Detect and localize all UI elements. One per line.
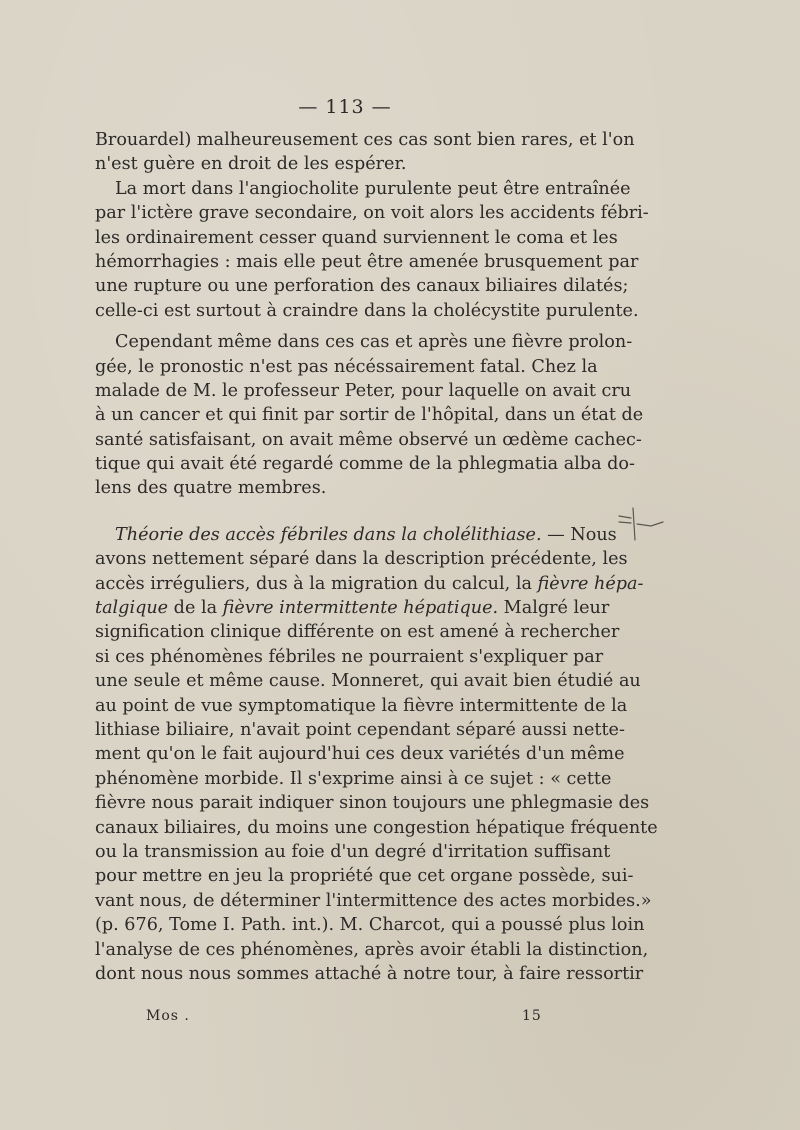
text-line: si ces phénomènes fébriles ne pourraient s'expliquer par bbox=[95, 646, 604, 667]
text-line: lens des quatre membres. bbox=[95, 478, 327, 499]
text-line: l'analyse de ces phénomènes, après avoir établi la distinction, bbox=[95, 939, 649, 960]
text-line: une rupture ou une perforation des canaux biliaires dilatés; bbox=[95, 276, 629, 297]
text-line: fièvre nous parait indiquer sinon toujours une phlegmasie des bbox=[95, 793, 650, 814]
text-line: avons nettement séparé dans la description précédente, les bbox=[95, 549, 628, 570]
text-line: Brouardel) malheureusement ces cas sont bien rares, et l'on bbox=[95, 130, 635, 150]
text-fragment: de la bbox=[168, 598, 223, 619]
text-fragment: — Nous bbox=[541, 524, 617, 545]
text-line: n'est guère en droit de les espérer. bbox=[95, 154, 407, 175]
text-line bbox=[95, 572, 644, 596]
text-line: celle-ci est surtout à craindre dans la cholécystite purulente. bbox=[95, 300, 639, 321]
text-fragment: accès irréguliers, dus à la migration du calcul, la bbox=[95, 573, 538, 594]
text-line: (p. 676, Tome I. Path. int.). M. Charcot, qui a poussé plus loin bbox=[95, 915, 645, 936]
text-line: santé satisfaisant, on avait même observé un œdème cachec- bbox=[95, 429, 642, 450]
emphasis-term: talgique bbox=[95, 598, 169, 619]
text-fragment: . Malgré leur bbox=[492, 598, 610, 619]
page-number: — 113 — bbox=[298, 96, 392, 118]
signature-number: 15 bbox=[522, 1008, 542, 1024]
text-line: ment qu'on le fait aujourd'hui ces deux variétés d'un même bbox=[95, 744, 625, 765]
text-line: tique qui avait été regardé comme de la phlegmatia alba do- bbox=[95, 454, 635, 475]
text-line bbox=[95, 596, 610, 620]
text-line: une seule et même cause. Monneret, qui avait bien étudié au bbox=[95, 671, 641, 692]
section-heading-line bbox=[95, 523, 617, 547]
text-line: dont nous nous sommes attaché à notre tour, à faire ressortir bbox=[95, 963, 644, 984]
text-line: à un cancer et qui finit par sortir de l'hôpital, dans un état de bbox=[95, 405, 644, 426]
margin-pencil-mark bbox=[617, 498, 667, 543]
text-line: vant nous, de déterminer l'intermittence des actes morbides.» bbox=[95, 890, 652, 911]
text-line: lithiase biliaire, n'avait point cependant séparé aussi nette- bbox=[95, 719, 625, 740]
text-line: par l'ictère grave secondaire, on voit alors les accidents fébri- bbox=[95, 203, 649, 224]
text-line: malade de M. le professeur Peter, pour laquelle on avait cru bbox=[95, 380, 632, 401]
text-line: phénomène morbide. Il s'exprime ainsi à ce sujet : « cette bbox=[95, 768, 612, 789]
body-text bbox=[95, 128, 658, 986]
text-line: signification clinique différente on est amené à rechercher bbox=[95, 622, 620, 643]
text-line: hémorrhagies : mais elle peut être amenée brusquement par bbox=[95, 251, 639, 272]
emphasis-term: fièvre intermittente hépatique bbox=[222, 598, 493, 619]
text-line: les ordinairement cesser quand surviennent le coma et les bbox=[95, 227, 618, 248]
text-line: La mort dans l'angiocholite purulente peut être entraînée bbox=[115, 178, 631, 199]
text-line: ou la transmission au foie d'un degré d'irritation suffisant bbox=[95, 841, 611, 862]
text-line: gée, le pronostic n'est pas nécéssairement fatal. Chez la bbox=[95, 356, 598, 377]
signature-mark: Mos . bbox=[146, 1008, 190, 1024]
text-line: au point de vue symptomatique la fièvre intermittente de la bbox=[95, 695, 628, 716]
section-heading: Théorie des accès fébriles dans la cholélithiase. bbox=[115, 524, 542, 545]
text-line: canaux biliaires, du moins une congestion hépatique fréquente bbox=[95, 817, 658, 838]
emphasis-term: fièvre hépa- bbox=[537, 573, 644, 594]
text-line: Cependant même dans ces cas et après une fièvre prolon- bbox=[115, 332, 633, 353]
text-line: pour mettre en jeu la propriété que cet organe possède, sui- bbox=[95, 866, 634, 887]
